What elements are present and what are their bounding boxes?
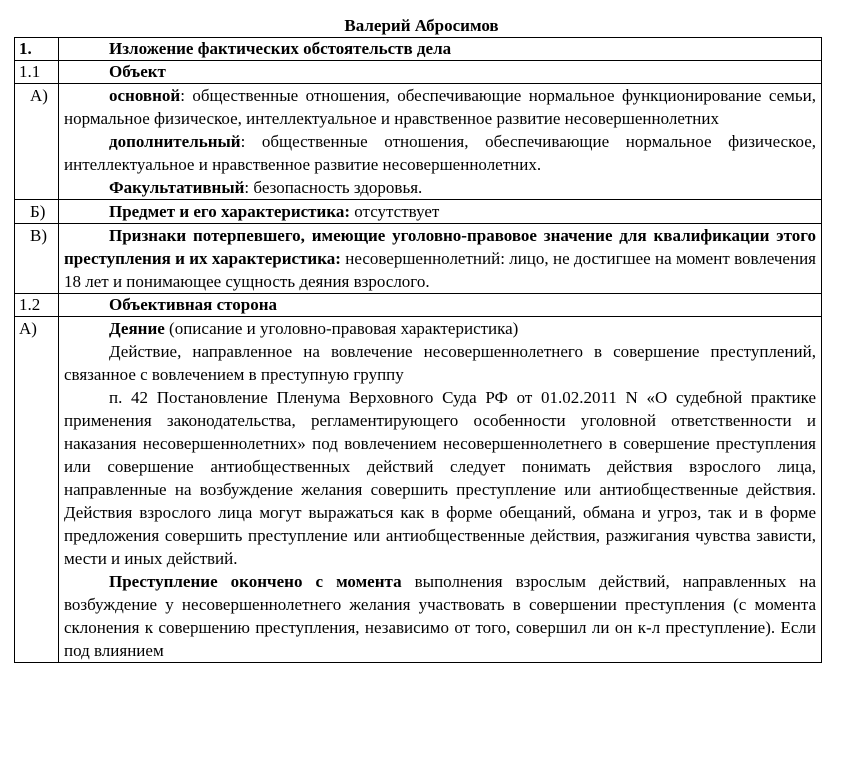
completion-label: Преступление окончено с момента — [109, 572, 402, 591]
optional-object-label: Факультативный — [109, 178, 245, 197]
plenum-reference-paragraph: п. 42 Постановление Пленума Верховного Суда РФ от 01.02.2011 N «О судебной практике применения законодательства, регламентирующего особенности уголовной ответственности и наказания несовершеннолетних» под вовлечением несовершеннолетнего в совершение преступления или совершение антиобщественных действий следует понимать действия взрослого лица, направленные на возбуждение желания совершить преступление или антиобщественные действия. Действия взрослого лица могут выражаться как в форме обещаний, обмана и угроз, так и в форме предложения совершить преступление или антиобщественные действия, разжигания чувства зависти, мести и иных действий. — [64, 388, 816, 568]
completion-text: выполнения взрослым действий, направленных на возбуждение у несовершеннолетнего желания участвовать в совершении преступления (с момента склонения к совершению преступления, независимо от того, совершил ли он к-л преступление). Если под влиянием — [64, 572, 816, 660]
section-title: Объективная сторона — [59, 294, 822, 317]
act-heading-paragraph — [64, 317, 816, 340]
row-number: 1.2 — [15, 294, 59, 317]
table-row — [15, 224, 822, 294]
optional-object-paragraph — [64, 176, 816, 199]
additional-object-paragraph — [64, 130, 816, 176]
row-number: 1.1 — [15, 61, 59, 84]
section-title: Изложение фактических обстоятельств дела — [59, 38, 822, 61]
table-row — [15, 61, 822, 84]
victim-paragraph — [64, 224, 816, 293]
table-row — [15, 38, 822, 61]
act-label: Деяние — [109, 319, 165, 338]
subject-label: Предмет и его характеристика: — [109, 202, 351, 221]
completion-paragraph — [64, 570, 816, 662]
subject-cell — [59, 200, 822, 224]
table-row — [15, 84, 822, 200]
act-description-paragraph: Действие, направленное на вовлечение несовершеннолетнего в совершение преступлений, связанное с вовлечением в преступную группу — [64, 342, 816, 384]
table-row — [15, 200, 822, 224]
case-table — [14, 37, 822, 663]
row-number: В) — [15, 224, 59, 294]
main-object-paragraph — [64, 84, 816, 130]
row-number: А) — [15, 84, 59, 200]
subject-paragraph — [64, 200, 816, 223]
main-object-label: основной — [109, 86, 181, 105]
table-row — [15, 294, 822, 317]
victim-text: несовершеннолетний: лицо, не достигшее на момент вовлечения 18 лет и понимающее сущность деяния взрослого. — [64, 249, 816, 291]
row-number: 1. — [15, 38, 59, 61]
victim-cell — [59, 224, 822, 294]
subject-text: отсутствует — [350, 202, 440, 221]
act-cell — [59, 317, 822, 663]
object-cell — [59, 84, 822, 200]
additional-object-label: дополнительный — [109, 132, 241, 151]
act-note: (описание и уголовно-правовая характеристика) — [164, 319, 519, 338]
table-row — [15, 317, 822, 663]
row-number: Б) — [15, 200, 59, 224]
additional-object-text: : общественные отношения, обеспечивающие нормальное физическое, интеллектуальное и нравственное развитие несовершеннолетних. — [64, 132, 816, 174]
victim-label: Признаки потерпевшего, имеющие уголовно-правовое значение для квалификации этого преступления и их характеристика: — [64, 226, 816, 268]
main-object-text: : общественные отношения, обеспечивающие нормальное функционирование семьи, нормальное физическое, интеллектуальное и нравственное развитие несовершеннолетних — [64, 86, 816, 128]
document-title: Валерий Абросимов — [344, 16, 499, 35]
optional-object-text: : безопасность здоровья. — [244, 178, 423, 197]
row-number: А) — [15, 317, 59, 663]
section-title: Объект — [59, 61, 822, 84]
